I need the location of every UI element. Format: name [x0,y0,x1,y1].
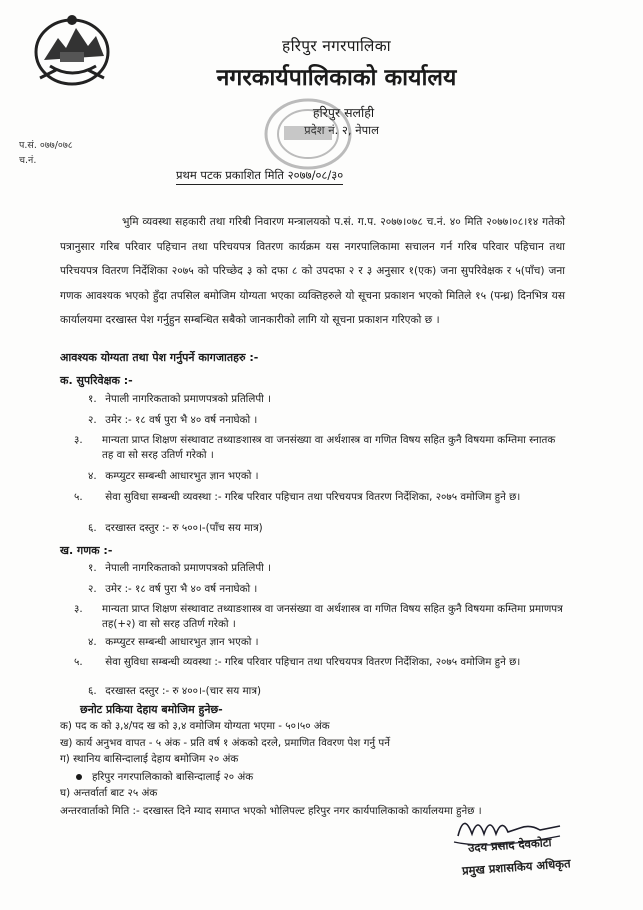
interview-marks: घ) अन्तर्वार्ता बाट २५ अंक [60,787,158,799]
selection-line-2: ख) कार्य अनुभव वापत - ५ अंक - प्रति वर्ष १ अंकको दरले, प्रमाणित विवरण पेश गर्नु पर्ने [60,737,390,749]
enumerator-item-6: ६. दरखास्त दस्तुर :- रु ४००।-(चार सय मात्र) [88,685,262,697]
enumerator-heading: ख. गणक :- [60,544,113,557]
office-stamp-icon [262,96,354,172]
supervisor-item-3: ३. मान्यता प्राप्त शिक्षण संस्थावाट तथ्याङशास्त्र वा जनसंख्या वा अर्थशास्त्र वा गणित विषय सहित कुनै विषयमा कम्तिमा स्नातक तह वा सो सरह उतिर्ण गरेको । [74,434,556,461]
enumerator-item-3: ३. मान्यता प्राप्त शिक्षण संस्थावाट तथ्याङशास्त्र वा जनसंख्या वा अर्थशास्त्र वा गणित विषय सहित कुनै विषयमा कम्तिमा प्रमाणपत्र तह(+२) वा सो सरह उतिर्ण गरेको । [74,603,563,630]
published-date: प्रथम पटक प्रकाशित मिति २०७७/०८/३० [176,168,343,185]
notice-body: भुमि व्यवस्था सहकारी तथा गरिबी निवारण मन्त्रालयको प.सं. ग.प. २०७७।०७८ च.नं. ४० मिति २०७७।०८।१४ गतेको पत्रानुसार गरिब परिवार पहिचान तथा परिचयपत्र वितरण कार्यक्रम यस नगरपालिकामा सचालन गर्न गरिब परिवार पहिचान तथा परिचयपत्र वितरण निर्देशिका २०७५ को परिच्छेद ३ को दफा ८ को उपदफा २ र ३ अनुसार १(एक) जना सुपरिवेक्षक र ५(पाँच) जना गणक आवश्यक भएको हुँदा तपसिल बमोजिम योग्यता भएका व्यक्तिहरुले यो सूचना प्रकाशन भएको मितिले १५ (पन्ध्र) दिनभित्र यस कार्यालयमा दरखास्त पेश गर्नुहुन सम्बन्धित सबैको जानकारीको लागि यो सूचना प्रकाशन गरिएको छ । [60,216,565,326]
interview-date: अन्तरवार्ताको मिति :- दरखास्त दिने म्याद समाप्त भएको भोलिपल्ट हरिपुर नगर कार्यपालिकाको कार्यालयमा हुनेछ । [60,805,482,817]
enumerator-item-1: १. नेपाली नागरिकताको प्रमाणपत्रको प्रतिलिपी । [88,562,272,574]
selection-line-3: ग) स्थानिय बासिन्दालाई देहाय बमोजिम २० अंक [60,753,239,765]
municipality-name: हरिपुर नगरपालिका [282,37,391,55]
selection-line-1: क) पद क को ३,४/पद ख को ३,४ वमोजिम योग्यता भएमा - ५०।५० अंक [60,720,330,732]
requirements-heading: आवश्यक योग्यता तथा पेश गर्नुपर्ने कागजातहरु :- [60,351,259,364]
office-location: हरिपुर सर्लाही [312,105,375,120]
selection-bullet: हरिपुर नगरपालिकाको बासिन्दालाई २० अंक [76,770,556,785]
bullet-icon [76,774,82,780]
supervisor-heading: क. सुपरिवेक्षक :- [60,374,133,387]
selection-heading: छनोट प्रकिया देहाय बमोजिम हुनेछ- [80,703,223,716]
signatory-title: प्रमुख प्रशासकिय अधिकृत [461,856,571,878]
supervisor-item-6: ६. दरखास्त दस्तुर :- रु ५००।-(पाँच सय मात्र) [88,522,263,534]
enumerator-item-2: २. उमेर :- १८ वर्ष पुरा भै ४० वर्ष ननाघेको । [88,583,258,595]
signatory-name: उदय प्रसाद देवकोटा [467,835,552,855]
dispatch-number: च.नं. [19,155,37,166]
office-province: प्रदेश नं. २, नेपाल [304,123,379,137]
enumerator-item-4: ४. कम्प्युटर सम्बन्धी आधारभुत ज्ञान भएको । [88,636,259,648]
enumerator-item-5: ५. सेवा सुविधा सम्बन्धी व्यवस्था :- गरिब परिवार पहिचान तथा परिचयपत्र वितरण निर्देशिका, २०७५ वमोजिम हुने छ। [74,656,521,668]
reference-number: प.सं. ०७७/०७८ [19,140,73,151]
supervisor-item-2: २. उमेर :- १८ वर्ष पुरा भै ४० वर्ष ननाघेको । [88,414,258,426]
supervisor-item-1: १. नेपाली नागरिकताको प्रमाणपत्रको प्रतिलिपी । [88,393,272,405]
supervisor-item-5: ५. सेवा सुविधा सम्बन्धी व्यवस्था :- गरिब परिवार पहिचान तथा परिचयपत्र वितरण निर्देशिका, २०७५ वमोजिम हुने छ। [74,491,521,503]
office-name: नगरकार्यपालिकाको कार्यालय [216,65,457,91]
supervisor-item-4: ४. कम्प्युटर सम्बन्धी आधारभुत ज्ञान भएको । [88,470,259,482]
